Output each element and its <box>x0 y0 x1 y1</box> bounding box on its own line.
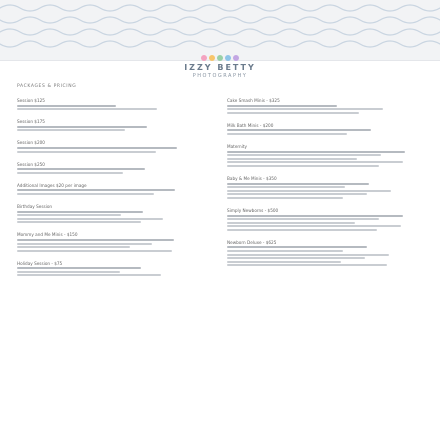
package-entry <box>17 162 197 174</box>
text-line-placeholder <box>17 129 125 131</box>
wave-ornament-icon <box>0 0 440 60</box>
package-name: Milk Bath Minis - $200 <box>227 122 274 128</box>
text-line-placeholder <box>227 254 389 256</box>
package-entry <box>227 144 427 167</box>
text-line-placeholder <box>227 225 401 227</box>
package-entry <box>227 208 427 231</box>
text-line-placeholder <box>17 108 157 110</box>
color-dot <box>209 55 215 61</box>
header-banner <box>0 0 440 61</box>
package-name: Session $125 <box>17 98 45 103</box>
color-dot <box>217 55 223 61</box>
text-line-placeholder <box>227 129 371 131</box>
brand-logo[interactable] <box>160 63 280 79</box>
brand-subtitle: PHOTOGRAPHY <box>192 73 248 79</box>
text-line-placeholder <box>227 108 383 110</box>
package-name: Baby & Me Minis - $350 <box>227 175 277 181</box>
package-name: Birthday Session <box>17 203 53 209</box>
text-line-placeholder <box>227 261 341 263</box>
package-entry <box>17 140 197 152</box>
color-dot <box>233 55 239 61</box>
color-dot <box>225 55 231 61</box>
package-name: Newborn Deluxe - $625 <box>227 239 277 245</box>
color-dots <box>196 55 244 63</box>
text-line-placeholder <box>227 193 367 195</box>
text-line-placeholder <box>17 239 174 241</box>
text-line-placeholder <box>17 126 147 128</box>
text-line-placeholder <box>17 271 120 273</box>
package-name: Mommy and Me Minis - $150 <box>17 232 78 238</box>
text-line-placeholder <box>17 274 161 276</box>
text-line-placeholder <box>227 112 359 114</box>
text-line-placeholder <box>227 165 379 167</box>
package-name: Session $250 <box>17 161 45 167</box>
text-line-placeholder <box>17 189 175 191</box>
package-entry <box>17 232 197 251</box>
text-line-placeholder <box>17 214 121 216</box>
text-line-placeholder <box>227 246 367 248</box>
package-name: Cake Smash Minis - $325 <box>227 98 280 103</box>
wave-line <box>0 5 440 11</box>
package-name: Session $175 <box>17 119 45 125</box>
package-name: Maternity <box>227 143 247 149</box>
text-line-placeholder <box>227 222 355 224</box>
package-name: Simply Newborns - $500 <box>227 207 279 213</box>
text-line-placeholder <box>227 250 343 252</box>
text-line-placeholder <box>227 229 377 231</box>
text-line-placeholder <box>17 193 154 195</box>
text-line-placeholder <box>227 190 391 192</box>
text-line-placeholder <box>227 264 387 266</box>
text-line-placeholder <box>227 186 345 188</box>
text-line-placeholder <box>17 218 163 220</box>
brand-name: IZZY BETTY <box>184 63 256 72</box>
package-entry <box>17 183 197 195</box>
package-entry <box>17 204 197 223</box>
text-line-placeholder <box>17 151 156 153</box>
package-entry <box>17 98 197 110</box>
text-line-placeholder <box>17 250 172 252</box>
package-entry <box>227 176 427 199</box>
package-name: Holiday Session - $75 <box>17 260 63 266</box>
text-line-placeholder <box>227 215 403 217</box>
text-line-placeholder <box>227 197 343 199</box>
text-line-placeholder <box>17 105 116 107</box>
package-name: Session $200 <box>17 140 45 146</box>
text-line-placeholder <box>17 172 123 174</box>
package-entry <box>227 123 427 135</box>
wave-line <box>0 29 440 35</box>
package-name: Additional Images $20 per image <box>17 182 87 188</box>
text-line-placeholder <box>227 218 379 220</box>
wave-line <box>0 41 440 47</box>
text-line-placeholder <box>17 243 152 245</box>
wave-line <box>0 17 440 23</box>
package-entry <box>17 261 197 277</box>
text-line-placeholder <box>227 151 405 153</box>
packages-right-column <box>227 98 427 275</box>
text-line-placeholder <box>227 105 337 107</box>
text-line-placeholder <box>17 168 145 170</box>
package-entry <box>17 119 197 131</box>
text-line-placeholder <box>227 161 403 163</box>
text-line-placeholder <box>17 211 143 213</box>
text-line-placeholder <box>17 246 130 248</box>
text-line-placeholder <box>227 257 365 259</box>
text-line-placeholder <box>17 221 141 223</box>
package-entry <box>227 98 427 114</box>
color-dot <box>201 55 207 61</box>
page-title: PACKAGES & PRICING <box>17 84 77 89</box>
packages-left-column <box>17 98 197 285</box>
text-line-placeholder <box>227 183 369 185</box>
text-line-placeholder <box>227 154 381 156</box>
package-entry <box>227 240 427 267</box>
text-line-placeholder <box>17 147 177 149</box>
text-line-placeholder <box>227 158 357 160</box>
text-line-placeholder <box>17 267 141 269</box>
text-line-placeholder <box>227 133 347 135</box>
